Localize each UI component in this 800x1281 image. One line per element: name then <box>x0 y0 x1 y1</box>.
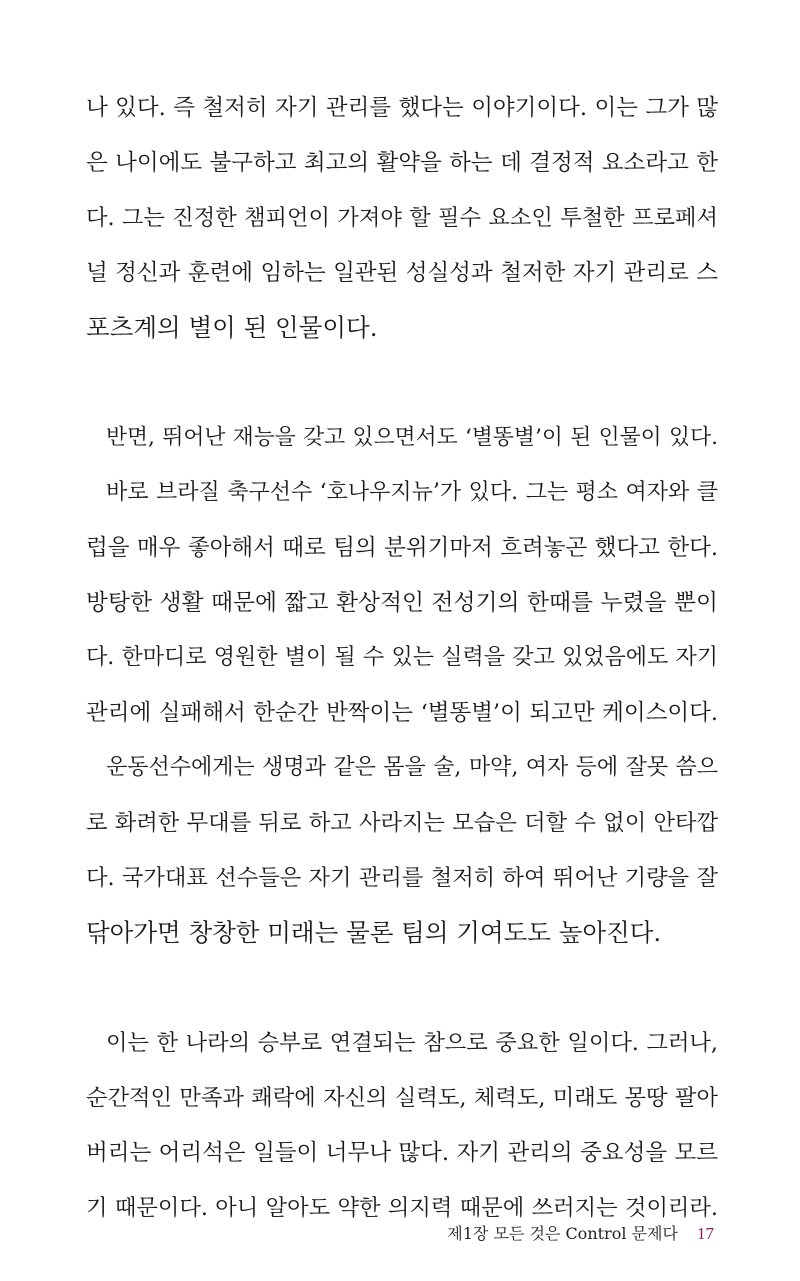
text-line: 운동선수에게는 생명과 같은 몸을 술, 마약, 여자 등에 잘못 씀으 <box>106 755 718 780</box>
text-line: 관리에 실패해서 한순간 반짝이는 ‘별똥별’이 되고만 케이스이다. <box>86 700 718 726</box>
text-line: 이는 한 나라의 승부로 연결되는 참으로 중요한 일이다. 그러나, <box>106 1030 718 1056</box>
text-line: 닦아가면 창창한 미래는 물론 팀의 기여도도 높아진다. <box>86 918 662 947</box>
text-line: 로 화려한 무대를 뒤로 하고 사라지는 모습은 더할 수 없이 안타깝 <box>86 810 718 836</box>
text-line: 방탕한 생활 때문에 짧고 환상적인 전성기의 한때를 누렸을 뿐이 <box>86 590 718 616</box>
text-line: 순간적인 만족과 쾌락에 자신의 실력도, 체력도, 미래도 몽땅 팔아 <box>86 1085 718 1111</box>
text-line: 럽을 매우 좋아해서 때로 팀의 분위기마저 흐려놓곤 했다고 한다. <box>86 535 718 561</box>
text-line: 다. 그는 진정한 챔피언이 가져야 할 필수 요소인 투철한 프로페셔 <box>86 205 718 231</box>
text-line: 나 있다. 즉 철저히 자기 관리를 했다는 이야기이다. 이는 그가 많 <box>86 95 718 121</box>
text-line: 기 때문이다. 아니 알아도 약한 의지력 때문에 쓰러지는 것이리라. <box>86 1195 718 1221</box>
text-line: 다. 국가대표 선수들은 자기 관리를 철저히 하여 뛰어난 기량을 잘 <box>86 865 718 891</box>
text-line: 널 정신과 훈련에 임하는 일관된 성실성과 철저한 자기 관리로 스 <box>86 260 718 286</box>
text-line: 반면, 뛰어난 재능을 갖고 있으면서도 ‘별똥별’이 된 인물이 있다. <box>106 425 718 450</box>
text-line: 포츠계의 별이 된 인물이다. <box>86 313 378 342</box>
text-line: 다. 한마디로 영원한 별이 될 수 있는 실력을 갖고 있었음에도 자기 <box>86 645 718 670</box>
text-line: 은 나이에도 불구하고 최고의 활약을 하는 데 결정적 요소라고 한 <box>86 150 718 176</box>
page-number: 17 <box>697 1224 714 1243</box>
text-line: 바로 브라질 축구선수 ‘호나우지뉴’가 있다. 그는 평소 여자와 클 <box>106 480 718 505</box>
text-line: 버리는 어리석은 일들이 너무나 많다. 자기 관리의 중요성을 모르 <box>86 1140 718 1166</box>
page-footer <box>447 1222 714 1246</box>
chapter-title: 제1장 모든 것은 Control 문제다 <box>447 1224 678 1243</box>
